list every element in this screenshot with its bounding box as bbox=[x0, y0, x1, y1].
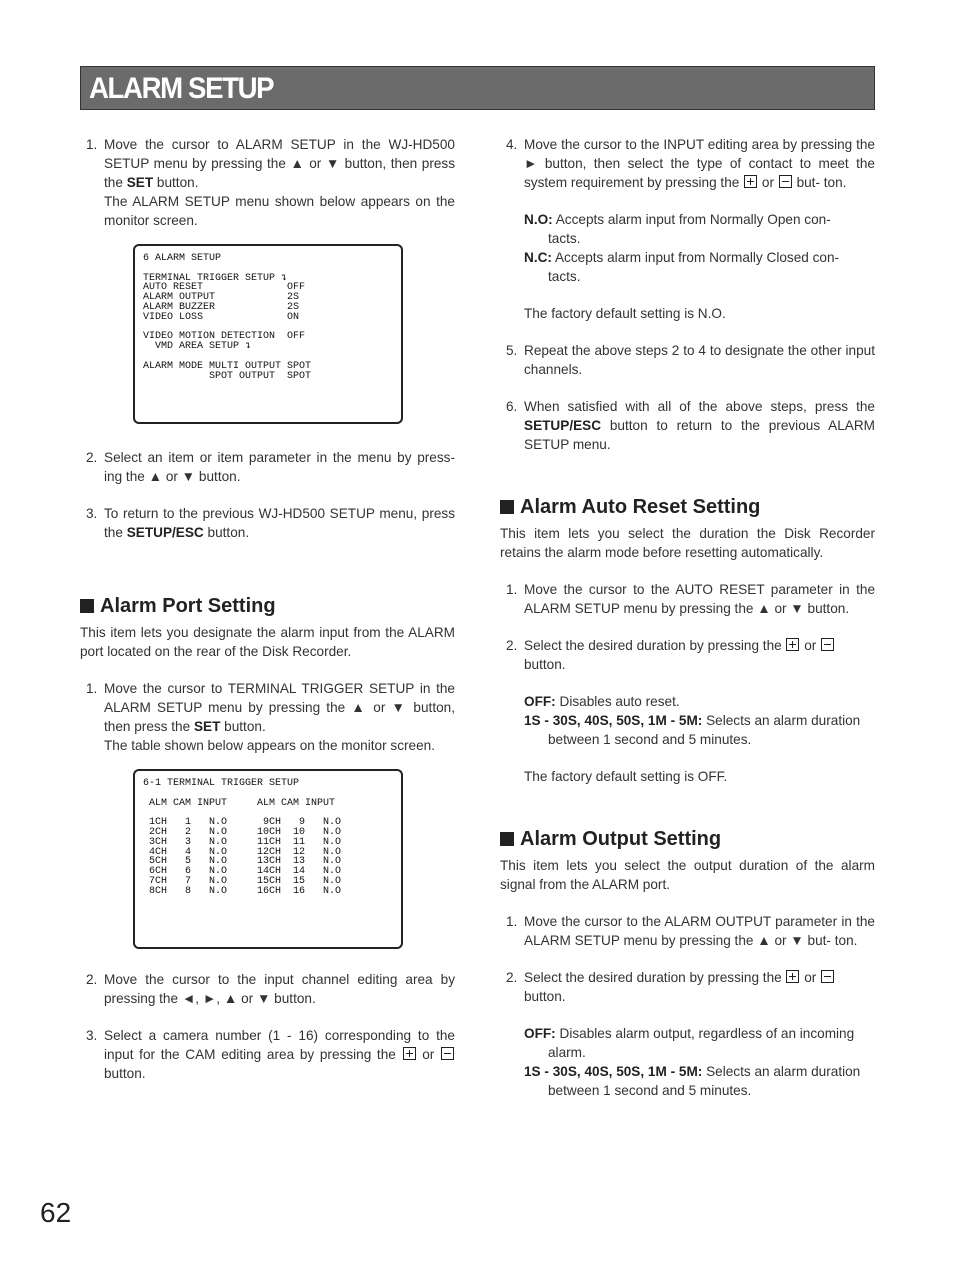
step-text-end: button. bbox=[104, 1066, 146, 1081]
step-text: When satisfied with all of the above steps, press the bbox=[524, 399, 875, 414]
or-text: or bbox=[804, 638, 817, 653]
auto-reset-step-1 bbox=[500, 580, 875, 618]
step-text: Move the cursor to ALARM SETUP in the WJ-HD500 SETUP menu by pressing the ▲ or ▼ button, then press the bbox=[104, 137, 455, 190]
minus-key-icon bbox=[441, 1047, 454, 1060]
step-text: To return to the previous WJ-HD500 SETUP menu, press the bbox=[104, 506, 455, 540]
alarm-output-intro: This item lets you select the output duration of the alarm signal from the ALARM port. bbox=[500, 858, 875, 892]
step-text-end: button. bbox=[524, 657, 566, 672]
step-number: 1. bbox=[86, 137, 98, 152]
def-text: Accepts alarm input from Normally Open con- bbox=[552, 212, 831, 227]
alarm-output-heading bbox=[500, 826, 875, 852]
or-text: or bbox=[804, 970, 817, 985]
step-text: Select the desired duration by pressing the bbox=[524, 638, 782, 653]
step-text: Repeat the above steps 2 to 4 to designate the other input channels. bbox=[524, 343, 875, 377]
step-text: Move the cursor to the INPUT editing area by pressing the ► button, then select the type of contact to meet the system requirement by pressing the bbox=[524, 137, 875, 190]
alarm-auto-reset-heading bbox=[500, 494, 875, 520]
def-duration bbox=[524, 711, 875, 749]
def-text: Accepts alarm input from Normally Closed con- bbox=[551, 250, 840, 265]
right-column bbox=[500, 135, 875, 1100]
step-note: The ALARM SETUP menu shown below appears on the monitor screen. bbox=[104, 194, 455, 228]
def-label: OFF: bbox=[524, 694, 556, 709]
auto-reset-intro: This item lets you select the duration the Disk Recorder retains the alarm mode before resetting automatically. bbox=[500, 526, 875, 560]
title-bar bbox=[80, 66, 875, 110]
def-text: Disables auto reset. bbox=[555, 694, 680, 709]
set-button-ref: SET bbox=[193, 719, 221, 734]
step-text-end: button to return to the previous ALARM SETUP menu. bbox=[524, 418, 875, 452]
port-step-1 bbox=[80, 679, 455, 755]
def-text: Disables alarm output, regardless of an incoming bbox=[555, 1026, 855, 1041]
output-step-1 bbox=[500, 912, 875, 950]
def-off bbox=[524, 1024, 875, 1062]
def-label: N.C: bbox=[524, 250, 552, 265]
port-step-2 bbox=[80, 970, 455, 1008]
step-text: Select an item or item parameter in the menu by press- ing the ▲ or ▼ button. bbox=[104, 450, 455, 484]
page-title: ALARM SETUP bbox=[89, 72, 274, 105]
step-1-open-alarm-setup bbox=[80, 135, 455, 230]
step-number: 3. bbox=[86, 506, 98, 521]
or-text: or bbox=[422, 1047, 435, 1062]
step-number: 3. bbox=[86, 1028, 98, 1043]
def-off bbox=[524, 692, 875, 711]
square-bullet-icon bbox=[500, 832, 514, 846]
page-number: 62 bbox=[40, 1197, 72, 1228]
step-number: 2. bbox=[506, 638, 518, 653]
port-step-6 bbox=[500, 397, 875, 454]
step-number: 5. bbox=[506, 343, 518, 358]
def-text-cont: between 1 second and 5 minutes. bbox=[548, 1083, 752, 1098]
def-text-cont: alarm. bbox=[548, 1045, 586, 1060]
def-normally-closed bbox=[524, 248, 875, 286]
step-number: 2. bbox=[86, 450, 98, 465]
port-step-4 bbox=[500, 135, 875, 192]
step-text: Move the cursor to the AUTO RESET parameter in the ALARM SETUP menu by pressing the ▲ or ▼ button. bbox=[524, 582, 875, 616]
alarm-port-intro: This item lets you designate the alarm input from the ALARM port located on the rear of the Disk Recorder. bbox=[80, 625, 455, 659]
step-number: 4. bbox=[506, 137, 518, 152]
output-step-2 bbox=[500, 968, 875, 1006]
step-text: Select a camera number (1 - 16) corresponding to the input for the CAM editing area by pressing the bbox=[104, 1028, 455, 1062]
heading-text: Alarm Auto Reset Setting bbox=[520, 496, 761, 518]
port-step-5 bbox=[500, 341, 875, 379]
def-label: 1S - 30S, 40S, 50S, 1M - 5M: bbox=[524, 713, 703, 728]
step-number: 6. bbox=[506, 399, 518, 414]
step-text-end: button. bbox=[524, 989, 566, 1004]
square-bullet-icon bbox=[80, 599, 94, 613]
step-text: Move the cursor to TERMINAL TRIGGER SETUP in the ALARM SETUP menu by pressing the ▲ or ▼ button, then press the bbox=[104, 681, 455, 734]
step-number: 1. bbox=[86, 681, 98, 696]
heading-text: Alarm Port Setting bbox=[100, 595, 276, 617]
step-number: 2. bbox=[506, 970, 518, 985]
def-text: Selects an alarm duration bbox=[702, 713, 861, 728]
minus-key-icon bbox=[821, 970, 834, 983]
def-text-cont: between 1 second and 5 minutes. bbox=[548, 732, 752, 747]
set-button-ref: SET bbox=[126, 175, 154, 190]
def-label: N.O: bbox=[524, 212, 553, 227]
def-normally-open bbox=[524, 210, 875, 248]
step-text: Move the cursor to the input channel editing area by pressing the ◄, ►, ▲ or ▼ button. bbox=[104, 972, 455, 1006]
step-note: The table shown below appears on the monitor screen. bbox=[104, 738, 435, 753]
step-number: 1. bbox=[506, 582, 518, 597]
step-number: 1. bbox=[506, 914, 518, 929]
heading-text: Alarm Output Setting bbox=[520, 828, 722, 850]
step-text: Move the cursor to the ALARM OUTPUT parameter in the ALARM SETUP menu by pressing the ▲ or ▼ but- ton. bbox=[524, 914, 875, 948]
auto-reset-step-2 bbox=[500, 636, 875, 674]
step-text-end: button. bbox=[153, 175, 199, 190]
step-text: Select the desired duration by pressing the bbox=[524, 970, 782, 985]
def-text-cont: tacts. bbox=[548, 269, 581, 284]
def-duration bbox=[524, 1062, 875, 1100]
alarm-setup-screen: 6 ALARM SETUP TERMINAL TRIGGER SETUP ↴ AUTO RESET OFF ALARM OUTPUT 2S ALARM BUZZER 2S VIDEO LOSS ON VIDEO MOTION DETECTION OFF VMD AREA SETUP ↴ ALARM MODE MULTI OUTPUT SPOT SPOT OUTPUT SPOT bbox=[133, 244, 403, 424]
plus-key-icon bbox=[403, 1047, 416, 1060]
step-2-select-item bbox=[80, 448, 455, 486]
plus-key-icon bbox=[786, 970, 799, 983]
step-3-return bbox=[80, 504, 455, 542]
step-text-end: button. bbox=[203, 525, 250, 540]
alarm-port-heading bbox=[80, 593, 455, 619]
factory-default-input: The factory default setting is N.O. bbox=[524, 306, 726, 321]
left-column bbox=[80, 135, 455, 1083]
factory-default-auto-reset: The factory default setting is OFF. bbox=[524, 769, 728, 784]
plus-key-icon bbox=[786, 638, 799, 651]
def-label: OFF: bbox=[524, 1026, 556, 1041]
setup-esc-button-ref: SETUP/ESC bbox=[524, 418, 602, 433]
minus-key-icon bbox=[779, 175, 792, 188]
terminal-trigger-screen: 6-1 TERMINAL TRIGGER SETUP ALM CAM INPUT ALM CAM INPUT 1CH 1 N.O 9CH 9 N.O 2CH 2 N.O 10CH 10 N.O 3CH 3 N.O 11CH 11 N.O 4CH 4 N.O 12CH 12 N.O 5CH 5 N.O 13CH 13 N.O 6CH 6 N.O 14CH 14 N.O 7CH 7 N.O 15CH 15 N.O 8CH 8 N.O 16CH 16 N.O bbox=[133, 769, 403, 949]
square-bullet-icon bbox=[500, 500, 514, 514]
def-label: 1S - 30S, 40S, 50S, 1M - 5M: bbox=[524, 1064, 703, 1079]
def-text-cont: tacts. bbox=[548, 231, 581, 246]
minus-key-icon bbox=[821, 638, 834, 651]
port-step-3 bbox=[80, 1026, 455, 1083]
step-text-end: button. bbox=[220, 719, 266, 734]
plus-key-icon bbox=[744, 175, 757, 188]
step-text-end: but- ton. bbox=[796, 175, 847, 190]
step-number: 2. bbox=[86, 972, 98, 987]
or-text: or bbox=[761, 175, 774, 190]
def-text: Selects an alarm duration bbox=[702, 1064, 861, 1079]
setup-esc-button-ref: SETUP/ESC bbox=[126, 525, 204, 540]
